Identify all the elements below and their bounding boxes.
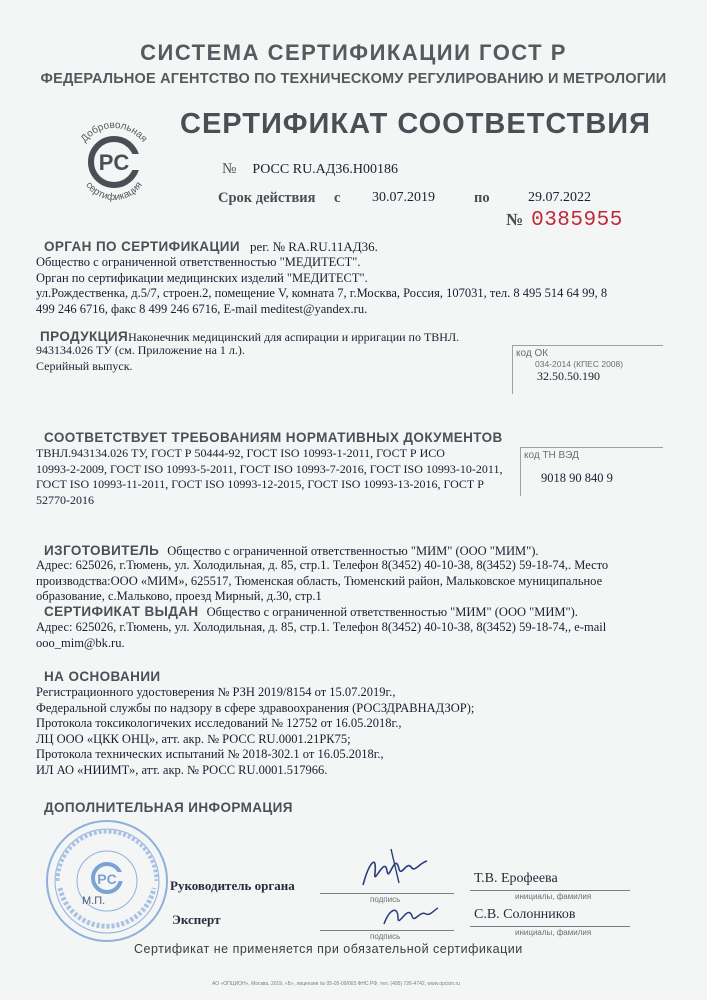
expert-name-line — [470, 926, 630, 927]
voluntary-certification-logo — [70, 118, 158, 206]
product-line3: Серийный выпуск. — [36, 358, 133, 373]
basis-line: Протокола технических испытаний № 2018-302.1 от 16.05.2018г., — [36, 747, 384, 761]
expert-label: Эксперт — [172, 912, 221, 927]
logo-arc-top: Добровольная — [78, 119, 150, 145]
reg-number: РОСС RU.АД36.Н00186 — [252, 162, 398, 177]
to-date: 29.07.2022 — [528, 190, 591, 205]
manufacturer-line2: Адрес: 625026, г.Тюмень, ул. Холодильная, д. 85, стр.1. Телефон 8(3452) 40-10-38, 8(3452) 59-18-74,. Место — [36, 558, 609, 572]
ok-code-value: 32.50.50.190 — [537, 369, 600, 383]
conformity-line: ГОСТ ISO 10993-11-2011, ГОСТ ISO 10993-12-2015, ГОСТ ISO 10993-13-2016, ГОСТ Р — [36, 477, 484, 491]
head-name: Т.В. Ерофеева — [474, 871, 558, 886]
expert-initials: инициалы, фамилия — [515, 928, 592, 937]
manufacturer-line3: производства:ООО «МИМ», 625517, Тюменская область, Тюменский район, Мальковское муниципальное — [36, 573, 603, 588]
manufacturer-heading: ИЗГОТОВИТЕЛЬ — [44, 543, 160, 558]
system-title: СИСТЕМА СЕРТИФИКАЦИИ ГОСТ Р — [140, 40, 567, 65]
manufacturer-details — [36, 558, 686, 605]
tnved-code-value: 9018 90 840 9 — [541, 471, 613, 485]
expert-name: С.В. Солонников — [474, 907, 576, 922]
organ-line: Общество с ограниченной ответственностью "МЕДИТЕСТ". — [36, 255, 361, 269]
stamp-mp: М.П. — [82, 895, 106, 907]
organ-heading: ОРГАН ПО СЕРТИФИКАЦИИ — [44, 239, 240, 254]
additional-heading: ДОПОЛНИТЕЛЬНАЯ ИНФОРМАЦИЯ — [44, 800, 293, 815]
manufacturer-line1: Общество с ограниченной ответственностью "МИМ" (ООО "МИМ"). — [167, 544, 539, 558]
issued-line3: ooo_mim@bk.ru. — [36, 635, 125, 650]
reg-number-row — [222, 160, 398, 178]
conformity-line: ТВНЛ.943134.026 ТУ, ГОСТ Р 50444-92, ГОСТ ISO 10993-1-2011, ГОСТ Р ИСО — [36, 446, 445, 460]
tnved-code-box — [520, 447, 663, 496]
conformity-line: 52770-2016 — [36, 492, 94, 507]
product-line1: Наконечник медицинский для аспирации и ирригации по ТВНЛ. — [128, 330, 460, 344]
head-podpis: подпись — [370, 895, 401, 904]
tnved-code-title: код ТН ВЭД — [524, 450, 579, 461]
organ-reg: рег. № RA.RU.11АД36. — [249, 239, 378, 254]
head-initials: инициалы, фамилия — [515, 892, 592, 901]
issued-line1: Общество с ограниченной ответственностью "МИМ" (ООО "МИМ"). — [206, 605, 578, 619]
basis-line: ЛЦ ООО «ЦКК ОНЦ», атт. акр. № РОСС RU.0001.21РК75; — [36, 731, 351, 746]
from-date: 30.07.2019 — [372, 190, 435, 205]
basis-details — [36, 685, 676, 778]
head-name-line — [470, 890, 630, 891]
ok-code-box — [512, 345, 663, 394]
logo-mark: PC — [98, 150, 130, 175]
ok-code-sub: 034-2014 (КПЕС 2008) — [535, 359, 624, 369]
head-signature — [355, 843, 435, 895]
issued-details — [36, 620, 686, 651]
basis-line: ИЛ АО «НИИМТ», атт. акр. № РОСС RU.0001.517966. — [36, 762, 328, 777]
expert-podpis: подпись — [370, 932, 401, 941]
no-symbol: № — [222, 161, 237, 177]
product-heading: ПРОДУКЦИЯ — [40, 329, 129, 344]
serial-row — [506, 209, 623, 232]
organ-details — [36, 255, 676, 317]
product-details — [36, 343, 245, 374]
organ-heading-row — [44, 238, 378, 256]
basis-heading: НА ОСНОВАНИИ — [44, 669, 161, 684]
ok-code-title: код ОК — [516, 348, 549, 359]
serial-number: 0385955 — [531, 209, 623, 232]
from-label: с — [334, 190, 341, 206]
conformity-line: 10993-2-2009, ГОСТ ISO 10993-5-2011, ГОСТ ISO 10993-7-2016, ГОСТ ISO 10993-10-2011, — [36, 461, 503, 476]
conformity-heading: СООТВЕТСТВУЕТ ТРЕБОВАНИЯМ НОРМАТИВНЫХ ДОКУМЕНТОВ — [44, 430, 503, 445]
issued-heading: СЕРТИФИКАТ ВЫДАН — [44, 604, 199, 619]
agency-title: ФЕДЕРАЛЬНОЕ АГЕНТСТВО ПО ТЕХНИЧЕСКОМУ РЕГУЛИРОВАНИЮ И МЕТРОЛОГИИ — [40, 71, 667, 87]
expert-signature — [380, 898, 440, 932]
organ-line: Орган по сертификации медицинских изделий "МЕДИТЕСТ". — [36, 270, 368, 285]
conformity-details — [36, 446, 516, 508]
certificate-title: СЕРТИФИКАТ СООТВЕТСТВИЯ — [180, 108, 651, 140]
head-label: Руководитель органа — [170, 878, 295, 893]
basis-line: Протокола токсикологичеких исследований № 12752 от 16.05.2018г., — [36, 716, 402, 730]
manufacturer-line4: образование, с.Мальково, проезд Мирный, д.30, стр.1 — [36, 589, 322, 603]
svg-text:PC: PC — [97, 871, 117, 887]
product-line2: 943134.026 ТУ (см. Приложение на 1 л.). — [36, 343, 245, 357]
issued-line2: Адрес: 625026, г.Тюмень, ул. Холодильная, д. 85, стр.1. Телефон 8(3452) 40-10-38, 8(3452) 59-18-74,, e-mail — [36, 620, 607, 634]
basis-line: Федеральной службы по надзору в сфере здравоохранения (РОСЗДРАВНАДЗОР); — [36, 700, 475, 715]
logo-arc-bottom: сертификация — [83, 179, 145, 204]
organ-line: 499 246 6716, факс 8 499 246 6716, E-mail meditest@yandex.ru. — [36, 301, 368, 316]
footer-note: Сертификат не применяется при обязательной сертификации — [134, 942, 523, 956]
validity-label: Срок действия — [218, 190, 316, 206]
to-label: по — [474, 190, 490, 206]
serial-symbol: № — [506, 210, 524, 229]
issued-heading-row — [44, 603, 578, 621]
certification-body-stamp — [42, 816, 172, 946]
printer-info: АО «ОПЦИОН», Москва, 2019, «Б», лицензия № 05-05-09/003 ФНС РФ, тел. (495) 726-4742, www.opcion.ru — [212, 981, 460, 987]
basis-line: Регистрационного удостоверения № РЗН 2019/8154 от 15.07.2019г., — [36, 685, 396, 699]
organ-line: ул.Рождественка, д.5/7, строен.2, помещение V, комната 7, г.Москва, Россия, 107031, тел. 8 495 514 64 99, 8 — [36, 286, 608, 300]
